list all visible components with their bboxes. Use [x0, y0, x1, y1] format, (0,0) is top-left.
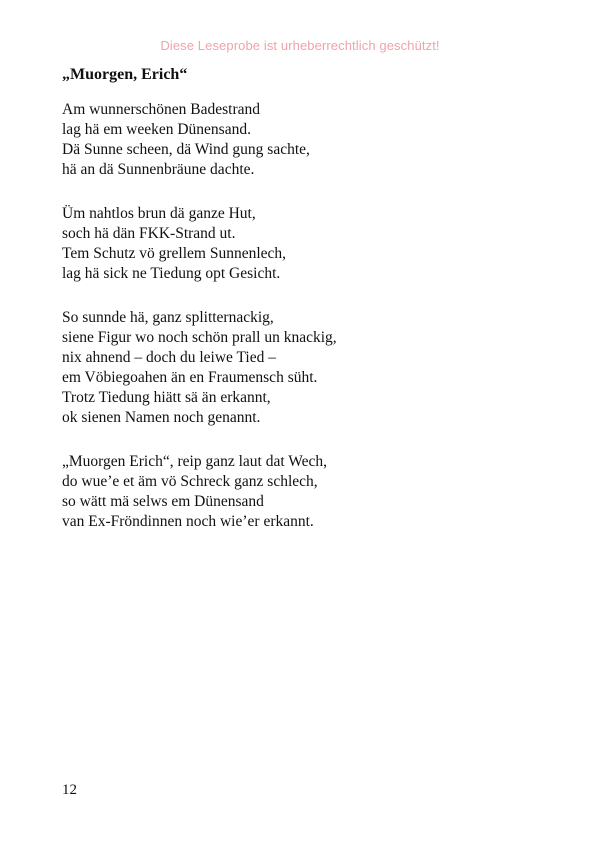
poem-line: soch hä dän FKK-Strand ut.	[62, 225, 236, 242]
copyright-watermark: Diese Leseprobe ist urheberrechtlich geschützt!	[160, 38, 440, 53]
page-number: 12	[62, 782, 77, 798]
poem-line: So sunnde hä, ganz splitternackig,	[62, 309, 274, 326]
poem-line: em Vöbiegoahen än en Fraumensch süht.	[62, 369, 318, 386]
stanza-1	[62, 100, 542, 180]
poem-line: Üm nahtlos brun dä ganze Hut,	[62, 205, 256, 222]
poem-line: „Muorgen Erich“, reip ganz laut dat Wech,	[62, 453, 328, 470]
poem-line: siene Figur wo noch schön prall un knackig,	[62, 329, 337, 346]
stanza-3	[62, 308, 542, 428]
poem-line: lag hä em weeken Dünensand.	[62, 121, 251, 138]
poem-line: lag hä sick ne Tiedung opt Gesicht.	[62, 265, 281, 282]
poem-line: nix ahnend – doch du leiwe Tied –	[62, 349, 276, 366]
poem-line: Tem Schutz vö grellem Sunnenlech,	[62, 245, 287, 262]
poem-line: do wue’e et äm vö Schreck ganz schlech,	[62, 473, 318, 490]
poem-body	[62, 100, 542, 556]
stanza-2	[62, 204, 542, 284]
poem-line: so wätt mä selws em Dünensand	[62, 493, 264, 510]
poem-line: Am wunnerschönen Badestrand	[62, 101, 261, 118]
poem-line: ok sienen Namen noch genannt.	[62, 409, 261, 426]
poem-line: Dä Sunne scheen, dä Wind gung sachte,	[62, 141, 310, 158]
poem-title: „Muorgen, Erich“	[62, 66, 188, 83]
poem-line: hä an dä Sunnenbräune dachte.	[62, 161, 255, 178]
poem-line: Trotz Tiedung hiätt sä än erkannt,	[62, 389, 271, 406]
stanza-4	[62, 452, 542, 532]
poem-line: van Ex-Fröndinnen noch wie’er erkannt.	[62, 513, 314, 530]
